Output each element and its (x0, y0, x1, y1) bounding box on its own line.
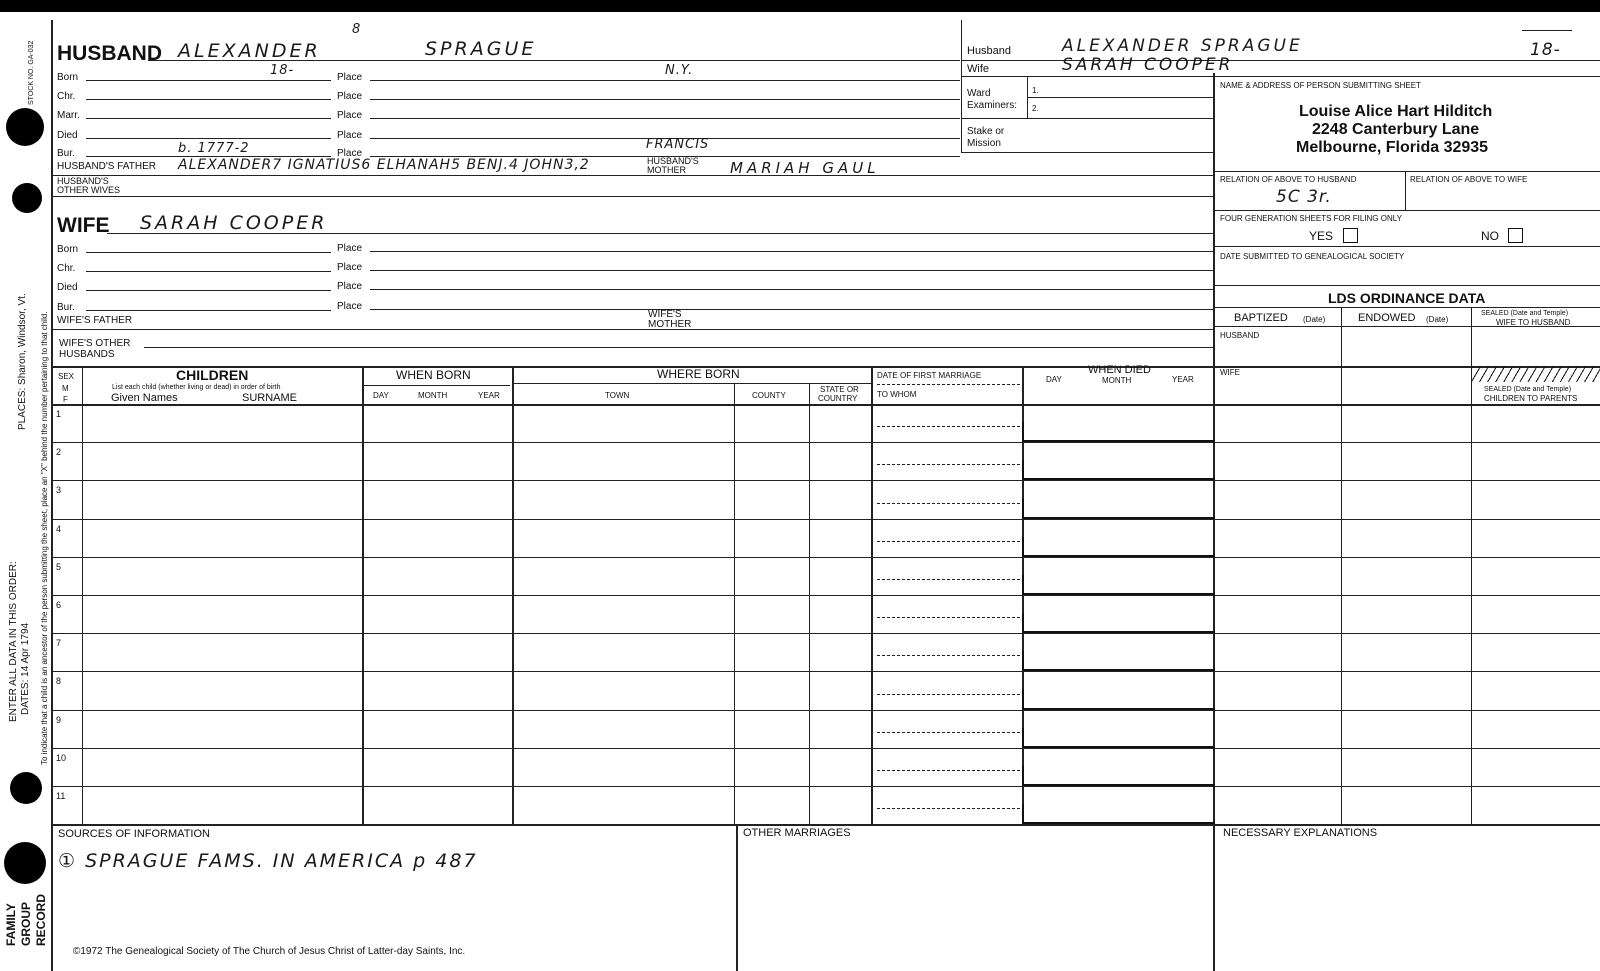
header-wife-label: Wife (967, 63, 989, 75)
husband-bur-label: Bur. (57, 148, 75, 159)
examiner-1: 1. (1032, 86, 1039, 95)
copyright: ©1972 The Genealogical Society of The Church of Jesus Christ of Latter-day Saints, Inc. (73, 946, 466, 957)
wife-heading: WIFE (57, 214, 110, 237)
died-month: MONTH (1102, 376, 1132, 385)
header-husband-line (961, 60, 1600, 61)
husband-marr-place-line (370, 118, 960, 119)
child-row-line (51, 748, 1600, 749)
child-row-line (51, 671, 1600, 672)
child-row-number: 6 (56, 600, 62, 610)
wife-died-place-line (370, 289, 1213, 290)
where-born-sub-line (513, 383, 871, 384)
date-submitted-label: DATE SUBMITTED TO GENEALOGICAL SOCIETY (1220, 252, 1405, 261)
husband-superscript: 8 (352, 22, 362, 37)
child-row-line (51, 442, 1600, 443)
wife-father-label: WIFE'S FATHER (57, 315, 133, 326)
child-row-number: 4 (56, 524, 62, 534)
relation-divider (1405, 171, 1406, 211)
punch-hole-4 (4, 842, 46, 884)
punch-hole-2 (12, 183, 42, 213)
sealed-wife-1: SEALED (Date and Temple) (1481, 310, 1569, 317)
husband-died-place-label: Place (337, 130, 363, 141)
husband-chr-line (86, 99, 331, 100)
husband-died-line (86, 138, 331, 139)
died-year: YEAR (1172, 375, 1194, 384)
child-marriage-dash (877, 503, 1020, 504)
children-top-right-line (51, 366, 1213, 367)
born-month: MONTH (418, 391, 448, 400)
sex-f: F (63, 395, 68, 404)
child-marriage-dash (877, 464, 1020, 465)
given-names-header: Given Names (111, 392, 178, 404)
husband-marr-label: Marr. (57, 110, 80, 121)
lds-title: LDS ORDINANCE DATA (1328, 290, 1486, 306)
when-died-header: WHEN DIED (1088, 364, 1151, 376)
wife-other-line (144, 347, 1213, 348)
state-header-1: STATE OR (820, 385, 859, 394)
mission-label: Mission (967, 138, 1001, 149)
child-row-number: 3 (56, 485, 62, 495)
relation-bottom (1213, 210, 1600, 211)
first-marriage-header: DATE OF FIRST MARRIAGE (877, 371, 982, 380)
child-row-line (51, 633, 1600, 634)
child-row-line (51, 519, 1600, 520)
lds-col-1 (1341, 307, 1342, 824)
no-checkbox[interactable] (1508, 228, 1523, 243)
wife-died-line (86, 290, 331, 291)
right-panel-border (1213, 73, 1215, 971)
sex-m: M (62, 384, 69, 393)
wife-bur-label: Bur. (57, 302, 75, 313)
lds-husband-label: HUSBAND (1220, 331, 1260, 340)
lds-header-bottom (1213, 326, 1600, 327)
header-year-overline (1522, 30, 1572, 31)
wife-other-label-1: WIFE'S OTHER (59, 338, 131, 349)
submitter-name: Louise Alice Hart Hilditch (1299, 103, 1493, 120)
col-county (809, 383, 810, 824)
yes-checkbox[interactable] (1343, 228, 1358, 243)
header-wife-line (961, 76, 1600, 77)
wife-born-label: Born (57, 244, 79, 255)
born-day: DAY (373, 391, 389, 400)
submitter-street: 2248 Canterbury Lane (1312, 121, 1480, 138)
where-born-header: WHERE BORN (657, 367, 740, 381)
top-scan-edge (0, 0, 1600, 12)
header-husband-label: Husband (967, 45, 1012, 57)
rel-wife-label: RELATION OF ABOVE TO WIFE (1410, 175, 1528, 184)
husband-mother-value: MARIAH GAUL (730, 159, 880, 177)
husband-mother-above: FRANCIS (646, 137, 710, 152)
other-marriages-label: OTHER MARRIAGES (743, 827, 851, 839)
husband-father-value: ALEXANDER7 IGNATIUS6 ELHANAH5 BENJ.4 JOHN3,2 (178, 157, 590, 173)
when-born-sub-line (363, 385, 510, 386)
lds-title-bottom (1213, 307, 1600, 308)
husband-born-label: Born (57, 72, 79, 83)
born-year: YEAR (478, 391, 500, 400)
examiners-label: Examiners: (967, 100, 1018, 111)
surname-header: SURNAME (242, 392, 298, 404)
sealed-child-2: CHILDREN TO PARENTS (1484, 394, 1578, 403)
baptized-date-note: (Date) (1303, 315, 1326, 324)
child-died-bracket (1022, 689, 1215, 710)
child-died-bracket (1022, 766, 1215, 786)
wife-name: SARAH COOPER (140, 212, 328, 234)
wife-born-place-label: Place (337, 243, 363, 254)
enter-all-data: ENTER ALL DATA IN THIS ORDER: (8, 561, 19, 722)
wife-bur-line (86, 310, 331, 311)
wife-chr-place-line (370, 270, 1213, 271)
child-marriage-dash (877, 655, 1020, 656)
husband-mother-label-2: MOTHER (647, 165, 686, 175)
stock-number: STOCK NO. GA-032 (28, 40, 35, 105)
stake-label: Stake or (967, 126, 1005, 137)
wife-mother-label-2: MOTHER (648, 319, 692, 330)
sex-label: SEX (58, 372, 75, 381)
died-day: DAY (1046, 375, 1062, 384)
child-marriage-dash (877, 770, 1020, 771)
wife-chr-place-label: Place (337, 262, 363, 273)
husband-born-place-label: Place (337, 72, 363, 83)
child-died-bracket (1022, 537, 1215, 557)
record-title-1: FAMILY (4, 903, 18, 946)
child-row-number: 11 (56, 791, 66, 801)
child-died-bracket (1022, 728, 1215, 748)
child-died-bracket (1022, 575, 1215, 595)
husband-section-bottom (51, 196, 1213, 197)
endowed-label: ENDOWED (1358, 312, 1416, 324)
husband-other-wives-1: HUSBAND'S (57, 176, 109, 186)
husband-marr-place-label: Place (337, 110, 363, 121)
no-label: NO (1481, 229, 1499, 243)
lds-hatched-cell (1472, 366, 1600, 382)
husband-born-place-line (370, 80, 960, 81)
when-born-header: WHEN BORN (396, 368, 471, 382)
wife-bur-place-line (370, 309, 1213, 310)
husband-born-line (86, 80, 331, 81)
child-row-number: 9 (56, 715, 62, 725)
child-died-bracket (1022, 422, 1215, 442)
places-example: PLACES: Sharon, Windsor, Vt. (17, 293, 28, 430)
sources-label: SOURCES OF INFORMATION (58, 828, 210, 840)
ancestor-instruction: To indicate that a child is an ancestor of the person submitting the sheet, place an "X" behind the number pertaining to that child. (40, 311, 49, 765)
child-died-bracket (1022, 498, 1215, 519)
child-died-bracket (1022, 651, 1215, 671)
child-row-line (51, 557, 1600, 558)
child-marriage-dash (877, 579, 1020, 580)
child-row-number: 10 (56, 753, 67, 763)
col-town (734, 383, 735, 824)
punch-hole-1 (6, 108, 44, 146)
wife-died-place-label: Place (337, 281, 363, 292)
header-wife-value: SARAH COOPER (1062, 55, 1234, 75)
child-died-bracket (1022, 460, 1215, 480)
wife-died-label: Died (57, 282, 78, 293)
wife-other-label-2: HUSBANDS (59, 349, 115, 360)
husband-born-date: 18- (270, 63, 295, 78)
footer-divider (736, 824, 738, 971)
husband-father-line (51, 175, 1213, 176)
husband-bur-date: b. 1777-2 (178, 141, 250, 156)
child-marriage-dash (877, 808, 1020, 809)
child-row-number: 2 (56, 447, 62, 457)
rel-husband-value: 5C 3r. (1276, 187, 1332, 207)
wife-born-place-line (370, 251, 1213, 252)
children-title: CHILDREN (176, 367, 249, 383)
sealed-wife-2: WIFE TO HUSBAND (1496, 318, 1571, 327)
sources-value: ① SPRAGUE FAMS. IN AMERICA p 487 (58, 850, 478, 872)
sealed-child-1: SEALED (Date and Temple) (1484, 386, 1572, 393)
to-whom-header: TO WHOM (877, 390, 917, 399)
child-row-line (51, 480, 1600, 481)
child-row-number: 5 (56, 562, 62, 572)
town-header: TOWN (605, 391, 630, 400)
punch-hole-3 (10, 772, 42, 804)
wife-chr-line (86, 271, 331, 272)
examiner-mid-line (1027, 97, 1213, 98)
endowed-date-note: (Date) (1426, 315, 1449, 324)
child-marriage-dash (877, 732, 1020, 733)
children-subtitle: List each child (whether living or dead) in order of birth (112, 384, 281, 391)
husband-other-wives-2: OTHER WIVES (57, 185, 121, 195)
child-row-line (51, 710, 1600, 711)
child-row-number: 7 (56, 638, 62, 648)
child-row-line (51, 595, 1600, 596)
ward-label: Ward (967, 88, 991, 99)
husband-father-label: HUSBAND'S FATHER (57, 161, 156, 172)
necessary-explanations-label: NECESSARY EXPLANATIONS (1223, 827, 1378, 839)
submitter-bottom (1213, 171, 1600, 172)
children-header-bottom (51, 404, 1600, 406)
husband-chr-place-label: Place (337, 91, 363, 102)
husband-bur-place-label: Place (337, 148, 363, 159)
submitter-city: Melbourne, Florida 32935 (1296, 139, 1489, 156)
husband-mother-label-1: HUSBAND'S (647, 156, 699, 166)
wife-chr-label: Chr. (57, 263, 76, 274)
county-header: COUNTY (752, 391, 786, 400)
date-submitted-bottom (1213, 285, 1600, 286)
four-gen-label: FOUR GENERATION SHEETS FOR FILING ONLY (1220, 214, 1402, 223)
child-marriage-dash (877, 694, 1020, 695)
husband-died-label: Died (57, 130, 78, 141)
header-husband-value: ALEXANDER SPRAGUE (1062, 36, 1303, 56)
lds-wife-label: WIFE (1220, 368, 1240, 377)
rel-husband-label: RELATION OF ABOVE TO HUSBAND (1220, 175, 1357, 184)
husband-born-place: N.Y. (665, 63, 694, 78)
examiner-2: 2. (1032, 104, 1039, 113)
lds-col-2 (1471, 307, 1472, 824)
first-marriage-dash (877, 384, 1020, 385)
record-title-3: RECORD (34, 893, 48, 946)
child-row-line (51, 786, 1600, 787)
examiners-bottom-line (961, 118, 1213, 119)
child-marriage-dash (877, 617, 1020, 618)
form-left-border (51, 20, 53, 971)
state-header-2: COUNTRY (818, 394, 858, 403)
child-died-bracket (1022, 804, 1215, 824)
yes-label: YES (1309, 229, 1334, 243)
husband-chr-label: Chr. (57, 91, 76, 102)
child-row-number: 8 (56, 676, 62, 686)
husband-chr-place-line (370, 99, 960, 100)
children-table-bottom (51, 824, 1600, 826)
submitter-label: NAME & ADDRESS OF PERSON SUBMITTING SHEET (1220, 81, 1421, 90)
header-husband-year: 18- (1530, 40, 1561, 60)
child-marriage-dash (877, 541, 1020, 542)
wife-father-line (51, 329, 1213, 330)
husband-heading: HUSBAND (57, 42, 162, 65)
stake-bottom-line (961, 152, 1213, 153)
wife-mother-label-1: WIFE'S (648, 309, 682, 320)
top-right-divider (961, 20, 962, 152)
dates-example: DATES: 14 Apr 1794 (20, 622, 31, 715)
child-row-number: 1 (56, 409, 62, 419)
baptized-label: BAPTIZED (1234, 312, 1288, 324)
wife-bur-place-label: Place (337, 301, 363, 312)
wife-born-line (86, 252, 331, 253)
child-died-bracket (1022, 613, 1215, 633)
husband-name-last: SPRAGUE (425, 38, 537, 60)
husband-marr-line (86, 118, 331, 119)
child-marriage-dash (877, 426, 1020, 427)
four-gen-bottom (1213, 246, 1600, 247)
record-title-2: GROUP (19, 901, 33, 946)
husband-name-first: ALEXANDER (178, 40, 321, 62)
